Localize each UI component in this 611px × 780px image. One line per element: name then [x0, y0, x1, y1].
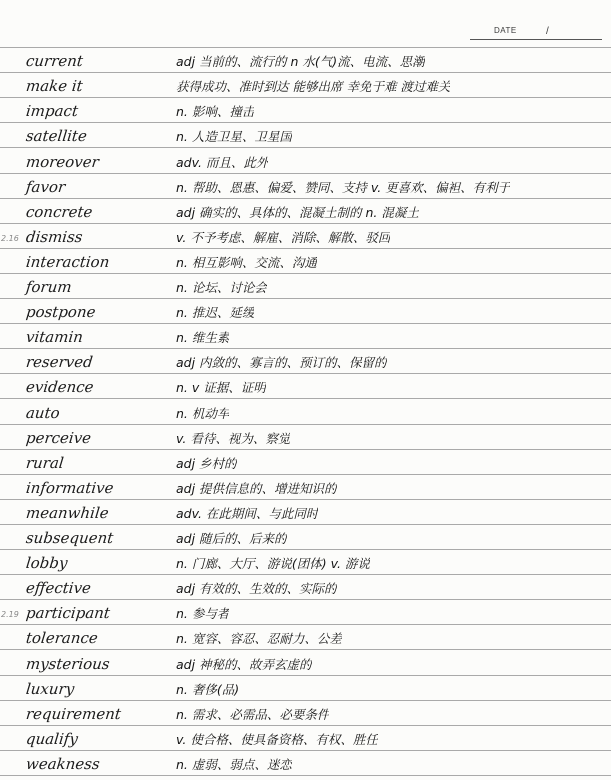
english-term: lobby [25, 554, 69, 573]
chinese-definition: n. 门廊、大厅、游说(团体) v. 游说 [176, 556, 370, 572]
vocab-row [0, 148, 611, 173]
chinese-definition: n. 需求、必需品、必要条件 [176, 706, 330, 722]
vocab-row [0, 348, 611, 373]
vocab-row [0, 549, 611, 574]
chinese-definition: adv. 在此期间、与此同时 [176, 505, 319, 521]
english-term: satellite [25, 127, 88, 146]
chinese-definition: n. 相互影响、交流、沟通 [176, 254, 317, 270]
english-term: meanwhile [25, 503, 110, 522]
chinese-definition: v. 看待、视为、察觉 [176, 430, 291, 446]
vocab-row [0, 574, 611, 599]
english-term: effective [25, 579, 92, 598]
vocab-row [0, 47, 611, 72]
english-term: reserved [25, 353, 94, 372]
english-term: qualify [25, 729, 79, 748]
english-term: weakness [25, 754, 101, 773]
english-term: impact [25, 102, 79, 121]
chinese-definition: n. 推迟、延缓 [176, 305, 255, 321]
english-term: dismiss [25, 227, 84, 246]
chinese-definition: n. 参与者 [176, 606, 230, 622]
english-term: subsequent [25, 529, 115, 547]
english-term: luxury [25, 679, 76, 698]
english-term: concrete [25, 202, 94, 221]
english-term: evidence [25, 378, 95, 397]
vocab-row [0, 650, 611, 675]
vocab-row [0, 298, 611, 323]
vocab-row [0, 725, 611, 750]
chinese-definition: n. 虚弱、弱点、迷恋 [176, 756, 292, 772]
vocab-row [0, 97, 611, 122]
chinese-definition: adj 神秘的、故弄玄虚的 [176, 656, 312, 672]
chinese-definition: adv. 而且、此外 [176, 154, 269, 170]
chinese-definition: n. 维生素 [176, 330, 230, 346]
english-term: tolerance [25, 629, 99, 648]
chinese-definition: n. 人造卫星、卫星国 [176, 129, 292, 145]
chinese-definition: v. 使合格、使具备资格、有权、胜任 [176, 731, 378, 747]
vocab-row [0, 273, 611, 298]
english-term: informative [25, 478, 115, 497]
chinese-definition: n. 论坛、讨论会 [176, 280, 267, 295]
english-term: requirement [25, 704, 122, 723]
vocab-row [0, 675, 611, 700]
vocab-row [0, 399, 611, 424]
vocab-row [0, 173, 611, 198]
english-term: mysterious [25, 654, 111, 673]
english-term: auto [25, 403, 61, 422]
chinese-definition: adj 乡村的 [176, 455, 237, 471]
english-term: favor [25, 177, 67, 196]
vocab-row [0, 474, 611, 499]
chinese-definition: adj 确实的、具体的、混凝土制的 n. 混凝土 [176, 204, 419, 220]
vocab-row [0, 449, 611, 474]
chinese-definition: adj 内敛的、寡言的、预订的、保留的 [176, 355, 387, 371]
vocab-row [0, 750, 611, 775]
english-term: perceive [25, 428, 93, 447]
chinese-definition: n. 宽容、容忍、忍耐力、公差 [176, 631, 342, 647]
chinese-definition: n. v 证据、证明 [176, 380, 266, 396]
margin-date-note: 2.16 [1, 233, 19, 243]
chinese-definition: n. 机动车 [176, 405, 230, 421]
vocab-row [0, 424, 611, 449]
english-term: forum [25, 278, 73, 296]
chinese-definition: 获得成功、准时到达 能够出席 幸免于难 渡过难关 [176, 79, 451, 95]
vocab-row [0, 700, 611, 725]
vocab-row [0, 499, 611, 524]
english-term: postpone [25, 303, 97, 322]
chinese-definition: adj 随后的、后来的 [176, 531, 287, 546]
chinese-definition: n. 奢侈(品) [176, 681, 240, 697]
english-term: vitamin [25, 328, 84, 347]
vocab-row [0, 248, 611, 273]
date-label: DATE [494, 26, 517, 35]
english-term: current [25, 52, 84, 71]
vocab-row [0, 72, 611, 97]
margin-date-note: 2.19 [1, 610, 19, 620]
vocab-row [0, 122, 611, 147]
chinese-definition: adj 提供信息的、增进知识的 [176, 480, 337, 496]
vocab-row [0, 323, 611, 348]
english-term: make it [25, 77, 84, 96]
date-underline [470, 39, 602, 40]
english-term: interaction [25, 252, 111, 271]
english-term: moreover [25, 152, 100, 171]
english-term: rural [25, 453, 65, 472]
chinese-definition: n. 影响、撞击 [176, 104, 255, 120]
vocab-row [0, 599, 611, 624]
english-term: participant [25, 604, 111, 623]
chinese-definition: adj 当前的、流行的 n 水(气)流、电流、思潮 [176, 54, 425, 70]
chinese-definition: adj 有效的、生效的、实际的 [176, 581, 337, 597]
date-field [470, 26, 602, 46]
vocab-row [0, 524, 611, 549]
chinese-definition: v. 不予考虑、解雇、消除、解散、驳回 [176, 229, 391, 245]
chinese-definition: n. 帮助、恩惠、偏爱、赞同、支持 v. 更喜欢、偏袒、有利于 [176, 179, 511, 195]
ruled-line [0, 775, 611, 776]
vocab-row [0, 223, 611, 248]
vocab-row [0, 373, 611, 398]
vocab-row [0, 624, 611, 649]
date-slash: / [546, 26, 549, 37]
vocab-row [0, 198, 611, 223]
